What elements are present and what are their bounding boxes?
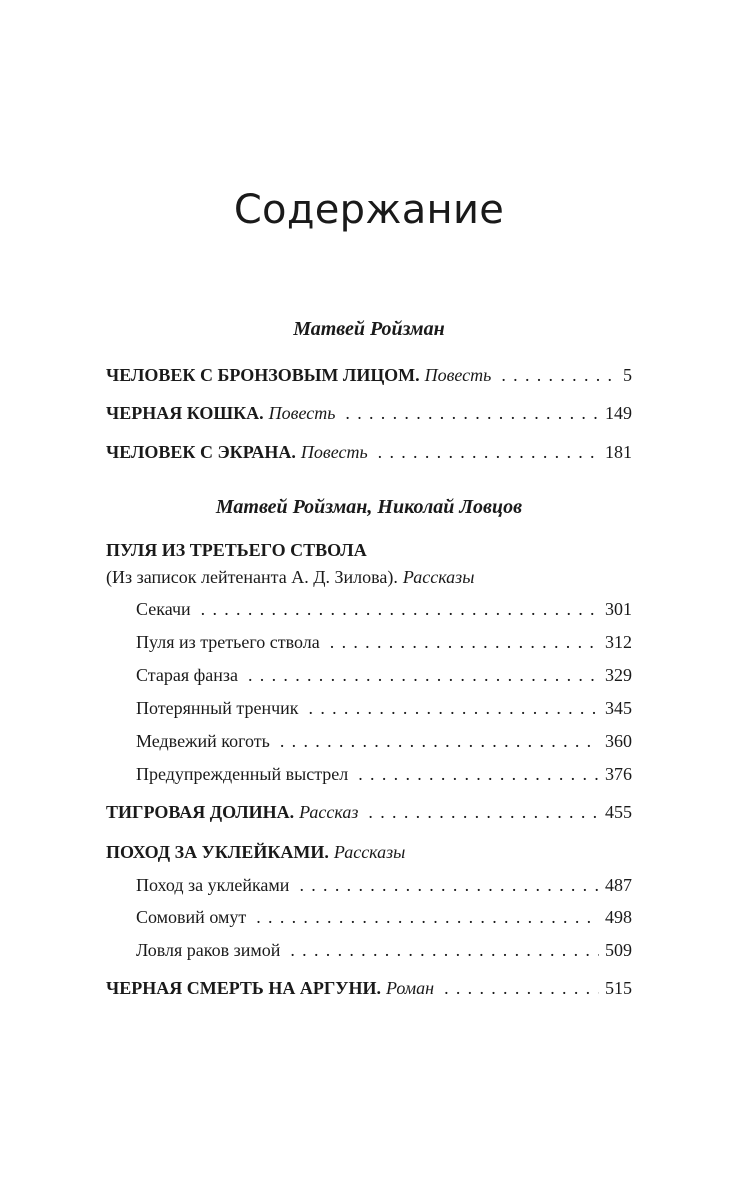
- toc-subentry[interactable]: [136, 762, 632, 786]
- toc-subentry-title: Предупрежденный выстрел: [136, 764, 349, 784]
- toc-entry-genre: Повесть: [300, 442, 368, 462]
- dot-leader: [309, 696, 599, 720]
- toc-entry-page: 181: [605, 442, 632, 462]
- toc-heading-pokhod[interactable]: [106, 840, 632, 864]
- dot-leader: [201, 597, 599, 621]
- toc-heading-title: ПУЛЯ ИЗ ТРЕТЬЕГО СТВОЛА: [106, 540, 367, 560]
- dot-leader: [368, 800, 599, 824]
- dot-leader: [378, 440, 599, 464]
- toc-entry-tigrovaya[interactable]: [106, 800, 632, 824]
- toc-entry-genre: Повесть: [424, 365, 492, 385]
- page-title: Содержание: [233, 187, 505, 233]
- toc-subentry-page: 312: [605, 632, 632, 652]
- toc-subentry-title: Старая фанза: [136, 665, 238, 685]
- dot-leader: [501, 363, 617, 387]
- dot-leader: [280, 729, 599, 753]
- toc-subentry-title: Потерянный тренчик: [136, 698, 299, 718]
- toc-subentry[interactable]: [136, 663, 632, 687]
- toc-subentry-title: Поход за уклейками: [136, 875, 290, 895]
- toc-entry-title: ТИГРОВАЯ ДОЛИНА.: [106, 802, 295, 822]
- toc-subentry[interactable]: [136, 905, 632, 929]
- toc-entry-genre: Повесть: [268, 403, 336, 423]
- dot-leader: [290, 938, 599, 962]
- dot-leader: [256, 905, 599, 929]
- dot-leader: [345, 401, 599, 425]
- dot-leader: [330, 630, 599, 654]
- toc-heading-subtitle: [106, 565, 632, 589]
- toc-subentry-title: Секачи: [136, 599, 191, 619]
- toc-subentry-title: Медвежий коготь: [136, 731, 270, 751]
- toc-subentry-page: 487: [605, 875, 632, 895]
- dot-leader: [358, 762, 599, 786]
- dot-leader: [299, 873, 599, 897]
- toc-subentry-page: 301: [605, 599, 632, 619]
- author-heading-roizman: Матвей Ройзман: [293, 318, 445, 340]
- toc-entry-page: 149: [605, 403, 632, 423]
- toc-subentry-page: 509: [605, 940, 632, 960]
- toc-subentry[interactable]: [136, 873, 632, 897]
- toc-entry-title: ЧЕЛОВЕК С ЭКРАНА.: [106, 442, 296, 462]
- toc-subentry-page: 329: [605, 665, 632, 685]
- toc-entry-page: 515: [605, 978, 632, 998]
- toc-subentry-title: Сомовий омут: [136, 907, 247, 927]
- toc-heading-genre: Рассказы: [333, 842, 406, 862]
- toc-subentry-page: 345: [605, 698, 632, 718]
- dot-leader: [444, 976, 599, 1000]
- toc-entry-genre: Рассказ: [299, 802, 359, 822]
- toc-subentry-page: 376: [605, 764, 632, 784]
- author-heading-roizman-lovtsov: Матвей Ройзман, Николай Ловцов: [215, 496, 523, 518]
- toc-entry-chernaya-koshka[interactable]: [106, 401, 632, 425]
- toc-heading-pulya[interactable]: [106, 538, 632, 562]
- toc-subentry-title: Ловля раков зимой: [136, 940, 281, 960]
- toc-subentry-page: 498: [605, 907, 632, 927]
- toc-entry-title: ЧЕЛОВЕК С БРОНЗОВЫМ ЛИЦОМ.: [106, 365, 420, 385]
- dot-leader: [248, 663, 599, 687]
- toc-subentry-page: 360: [605, 731, 632, 751]
- toc-subentry[interactable]: [136, 597, 632, 621]
- toc-heading-title: ПОХОД ЗА УКЛЕЙКАМИ.: [106, 842, 329, 862]
- toc-entry-title: ЧЕРНАЯ СМЕРТЬ НА АРГУНИ.: [106, 978, 381, 998]
- toc-subtitle-genre: Рассказы: [402, 567, 475, 587]
- toc-entry-title: ЧЕРНАЯ КОШКА.: [106, 403, 264, 423]
- toc-entry-chelovek-bronzovym[interactable]: [106, 363, 632, 387]
- toc-entry-chernaya-smert[interactable]: [106, 976, 632, 1000]
- toc-subentry[interactable]: [136, 729, 632, 753]
- toc-subentry[interactable]: [136, 938, 632, 962]
- toc-entry-page: 5: [623, 365, 632, 385]
- toc-subentry[interactable]: [136, 630, 632, 654]
- toc-entry-genre: Роман: [385, 978, 435, 998]
- toc-entry-page: 455: [605, 802, 632, 822]
- toc-entry-chelovek-ekrana[interactable]: [106, 440, 632, 464]
- toc-subtitle-text: (Из записок лейтенанта А. Д. Зилова).: [106, 567, 398, 587]
- toc-subentry-title: Пуля из третьего ствола: [136, 632, 320, 652]
- toc-subentry[interactable]: [136, 696, 632, 720]
